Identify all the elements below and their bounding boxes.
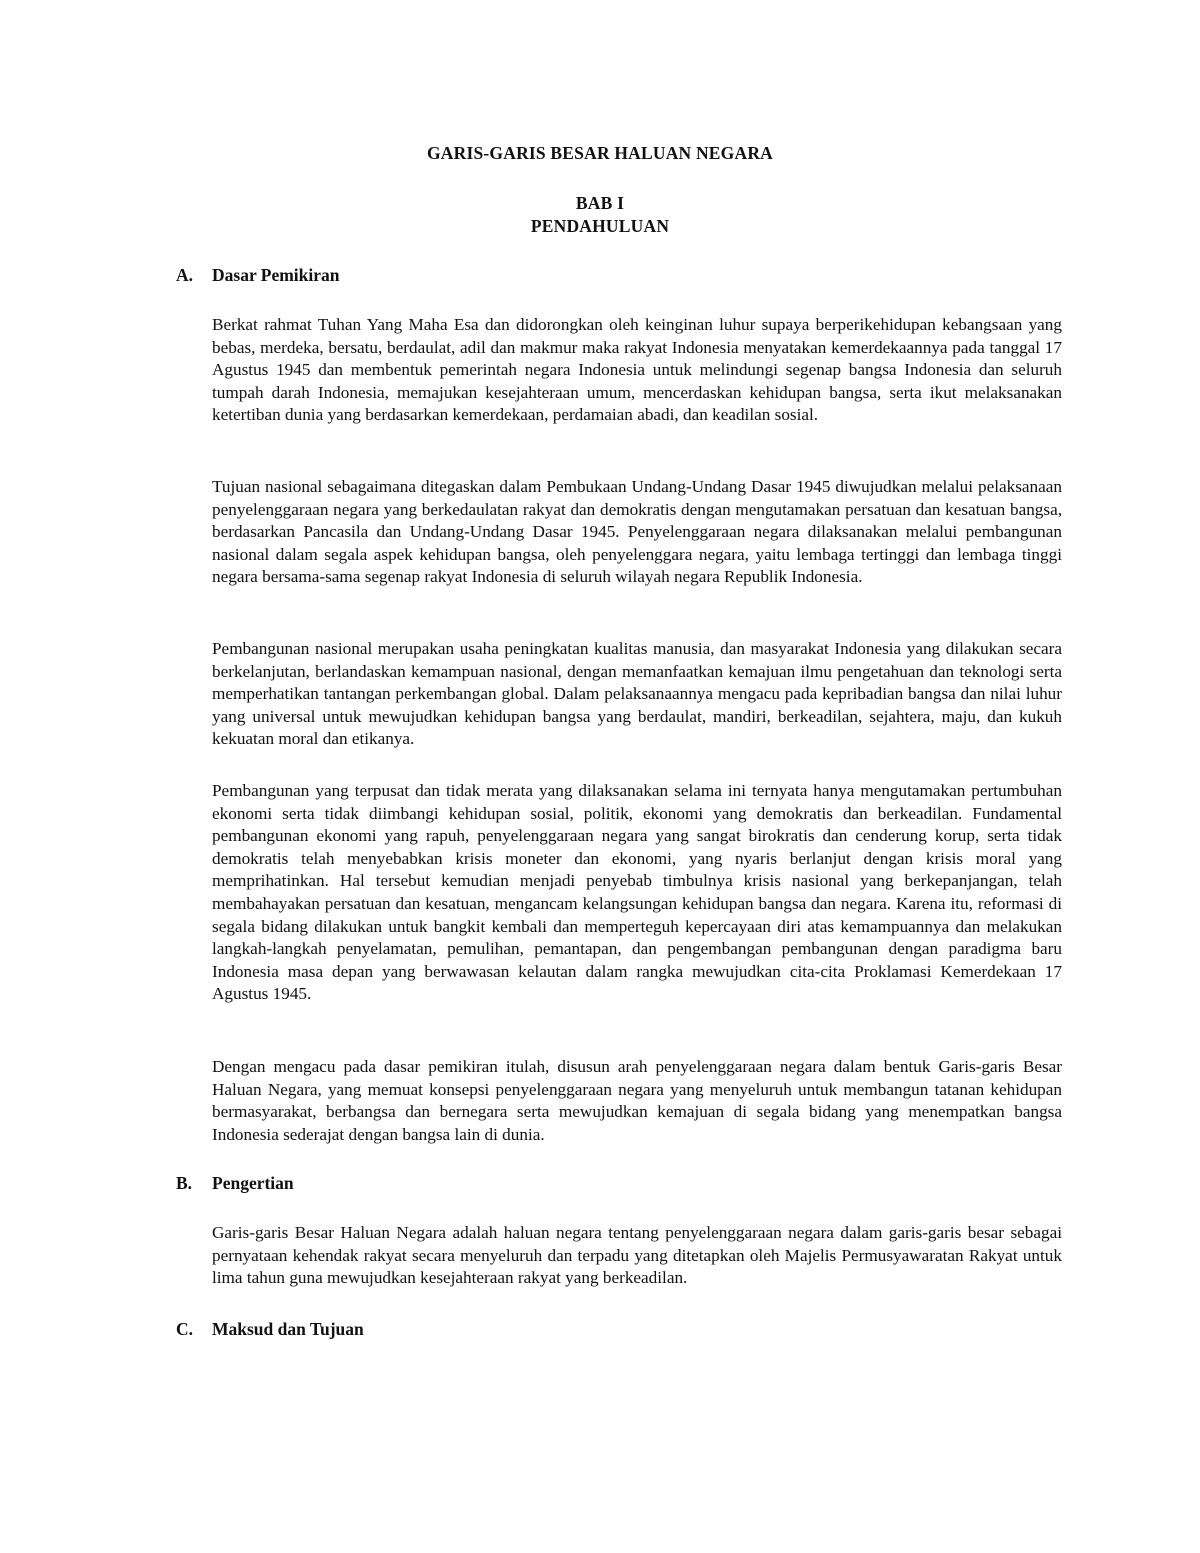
section-letter: C. <box>176 1319 194 1339</box>
section-title: Pengertian <box>212 1173 294 1193</box>
paragraph-a4: Pembangunan yang terpusat dan tidak merata yang dilaksanakan selama ini ternyata hanya mengutamakan pertumbuhan ekonomi serta tidak diimbangi kehidupan sosial, politik, ekonomi yang demokratis dan berkeadilan. Fundamental pembangunan ekonomi yang rapuh, penyelenggaraan negara yang sangat birokratis dan cenderung korup, serta tidak demokratis telah menyebabkan krisis moneter dan ekonomi, yang nyaris berlanjut dengan krisis moral yang memprihatinkan. Hal tersebut kemudian menjadi penyebab timbulnya krisis nasional yang berkepanjangan, telah membahayakan persatuan dan kesatuan, mengancam kelangsungan kehidupan bangsa dan negara. Karena itu, reformasi di segala bidang dilakukan untuk bangkit kembali dan memperteguh kepercayaan diri atas kemampuannya dan melakukan langkah-langkah penyelamatan, pemulihan, pemantapan, dan pengembangan pembangunan dengan paradigma baru Indonesia masa depan yang berwawasan kelautan dalam rangka mewujudkan cita-cita Proklamasi Kemerdekaan 17 Agustus 1945. <box>212 781 1062 1004</box>
paragraph-a1: Berkat rahmat Tuhan Yang Maha Esa dan didorongkan oleh keinginan luhur supaya berperikehidupan kebangsaan yang bebas, merdeka, bersatu, berdaulat, adil dan makmur maka rakyat Indonesia menyatakan kemerdekaannya pada tanggal 17 Agustus 1945 dan membentuk pemerintah negara Indonesia untuk melindungi segenap bangsa Indonesia dan seluruh tumpah darah Indonesia, memajukan kesejahteraan umum, mencerdaskan kehidupan bangsa, serta ikut melaksanakan ketertiban dunia yang berdasarkan kemerdekaan, perdamaian abadi, dan keadilan sosial. <box>212 315 1062 425</box>
section-title: Dasar Pemikiran <box>212 265 340 285</box>
section-heading-c <box>176 1319 364 1340</box>
section-title: Maksud dan Tujuan <box>212 1319 364 1339</box>
paragraph-b1: Garis-garis Besar Haluan Negara adalah haluan negara tentang penyelenggaraan negara dalam garis-garis besar sebagai pernyataan kehendak rakyat secara menyeluruh dan terpadu yang ditetapkan oleh Majelis Permusyawaratan Rakyat untuk lima tahun guna mewujudkan kesejahteraan rakyat yang berkeadilan. <box>212 1223 1062 1288</box>
paragraph-a3: Pembangunan nasional merupakan usaha peningkatan kualitas manusia, dan masyarakat Indonesia yang dilakukan secara berkelanjutan, berlandaskan kemampuan nasional, dengan memanfaatkan kemajuan ilmu pengetahuan dan teknologi serta memperhatikan tantangan perkembangan global. Dalam pelaksanaannya mengacu pada kepribadian bangsa dan nilai luhur yang universal untuk mewujudkan kehidupan bangsa yang berdaulat, mandiri, berkeadilan, sejahtera, maju, dan kukuh kekuatan moral dan etikanya. <box>212 639 1062 749</box>
chapter-title: PENDAHULUAN <box>530 216 670 236</box>
section-letter: A. <box>176 265 194 285</box>
paragraph-a5: Dengan mengacu pada dasar pemikiran itulah, disusun arah penyelenggaraan negara dalam bentuk Garis-garis Besar Haluan Negara, yang memuat konsepsi penyelenggaraan negara yang menyeluruh untuk membangun tatanan kehidupan bermasyarakat, berbangsa dan bernegara serta mewujudkan kemajuan di segala bidang yang menempatkan bangsa Indonesia sederajat dengan bangsa lain di dunia. <box>212 1057 1062 1144</box>
section-letter: B. <box>176 1173 193 1193</box>
chapter-number: BAB I <box>575 193 625 213</box>
section-heading-b <box>176 1173 294 1194</box>
chapter-header <box>0 192 1200 238</box>
paragraph-a2: Tujuan nasional sebagaimana ditegaskan dalam Pembukaan Undang-Undang Dasar 1945 diwujudkan melalui pelaksanaan penyelenggaraan negara yang berkedaulatan rakyat dan demokratis dengan mengutamakan persatuan dan kesatuan bangsa, berdasarkan Pancasila dan Undang-Undang Dasar 1945. Penyelenggaraan negara dilaksanakan melalui pembangunan nasional dalam segala aspek kehidupan bangsa, oleh penyelenggara negara, yaitu lembaga tertinggi dan lembaga tinggi negara bersama-sama segenap rakyat Indonesia di seluruh wilayah negara Republik Indonesia. <box>212 477 1062 587</box>
document-title: GARIS-GARIS BESAR HALUAN NEGARA <box>426 143 774 163</box>
section-heading-a <box>176 265 340 286</box>
